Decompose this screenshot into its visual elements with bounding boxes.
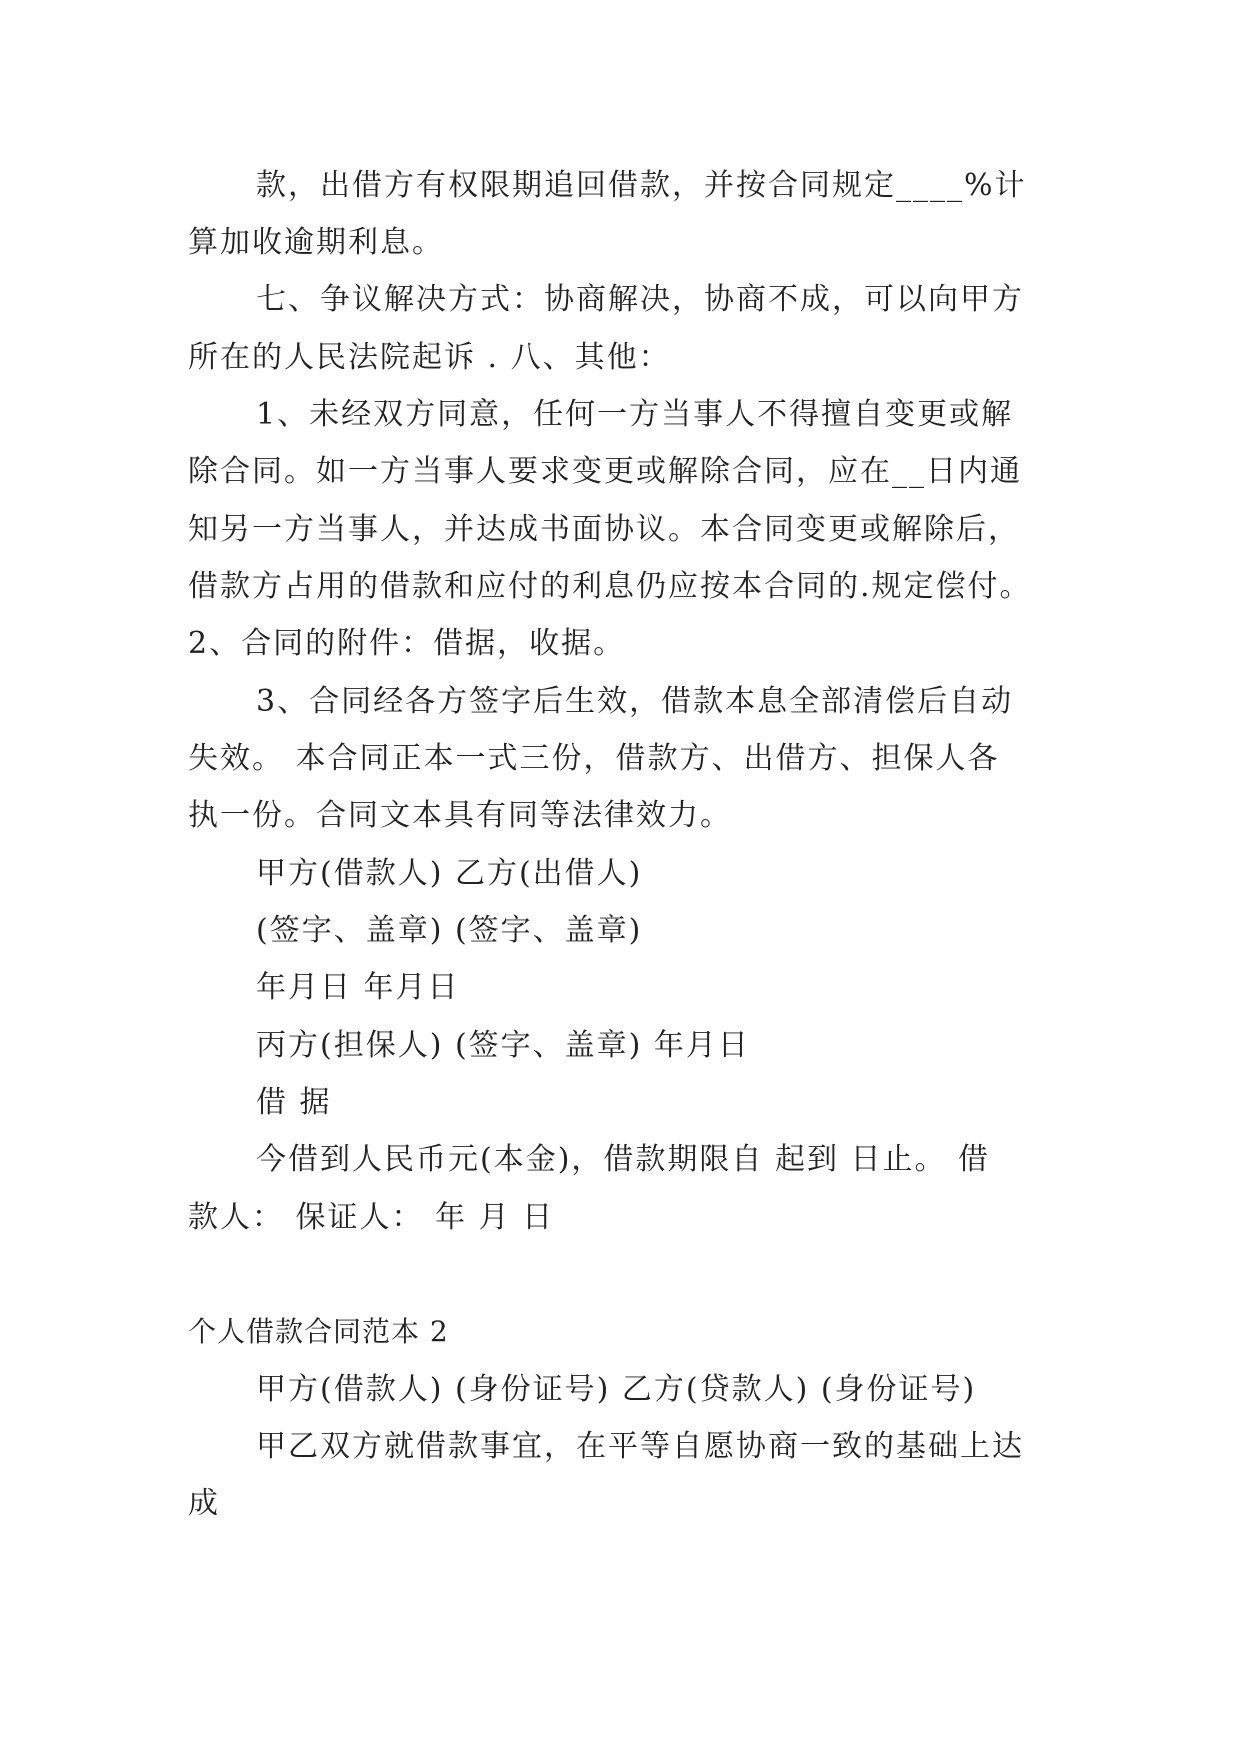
text-line: 所在的人民法院起诉 . 八、其他： [188, 340, 671, 375]
signature-parties-line: 甲方(借款人) 乙方(出借人) [256, 856, 643, 891]
text-line: 借款方占用的借款和应付的利息仍应按本合同的.规定偿付。 [188, 569, 1032, 604]
text-line: 2、合同的附件：借据，收据。 [188, 626, 626, 661]
text-line: 成 [188, 1486, 220, 1521]
guarantor-line: 丙方(担保人) (签字、盖章) 年月日 [256, 1028, 750, 1063]
text-line: 甲乙双方就借款事宜，在平等自愿协商一致的基础上达 [256, 1429, 1024, 1464]
text-line: 甲方(借款人) (身份证号) 乙方(贷款人) (身份证号) [256, 1372, 977, 1407]
text-line: 款人： 保证人： 年 月 日 [188, 1200, 555, 1235]
text-line: 款，出借方有权限期追回借款，并按合同规定____%计 [256, 168, 1027, 203]
receipt-heading: 借 据 [256, 1085, 332, 1120]
text-line: 今借到人民币元(本金)，借款期限自 起到 日止。 借 [256, 1142, 991, 1177]
text-line: 除合同。如一方当事人要求变更或解除合同，应在__日内通 [188, 454, 1022, 489]
text-line: 1、未经双方同意，任何一方当事人不得擅自变更或解 [256, 397, 1014, 432]
text-line: 算加收逾期利息。 [188, 225, 444, 260]
signature-stamp-line: (签字、盖章) (签字、盖章) [256, 913, 643, 948]
text-line: 3、合同经各方签字后生效，借款本息全部清偿后自动 [256, 684, 1014, 719]
text-line: 七、争议解决方式：协商解决，协商不成，可以向甲方 [256, 282, 1024, 317]
text-line: 执一份。合同文本具有同等法律效力。 [188, 798, 732, 833]
section-title: 个人借款合同范本 2 [188, 1315, 449, 1348]
text-line: 知另一方当事人，并达成书面协议。本合同变更或解除后， [188, 512, 1020, 547]
text-line: 失效。 本合同正本一式三份，借款方、出借方、担保人各 [188, 741, 1000, 776]
date-line: 年月日 年月日 [256, 970, 460, 1005]
